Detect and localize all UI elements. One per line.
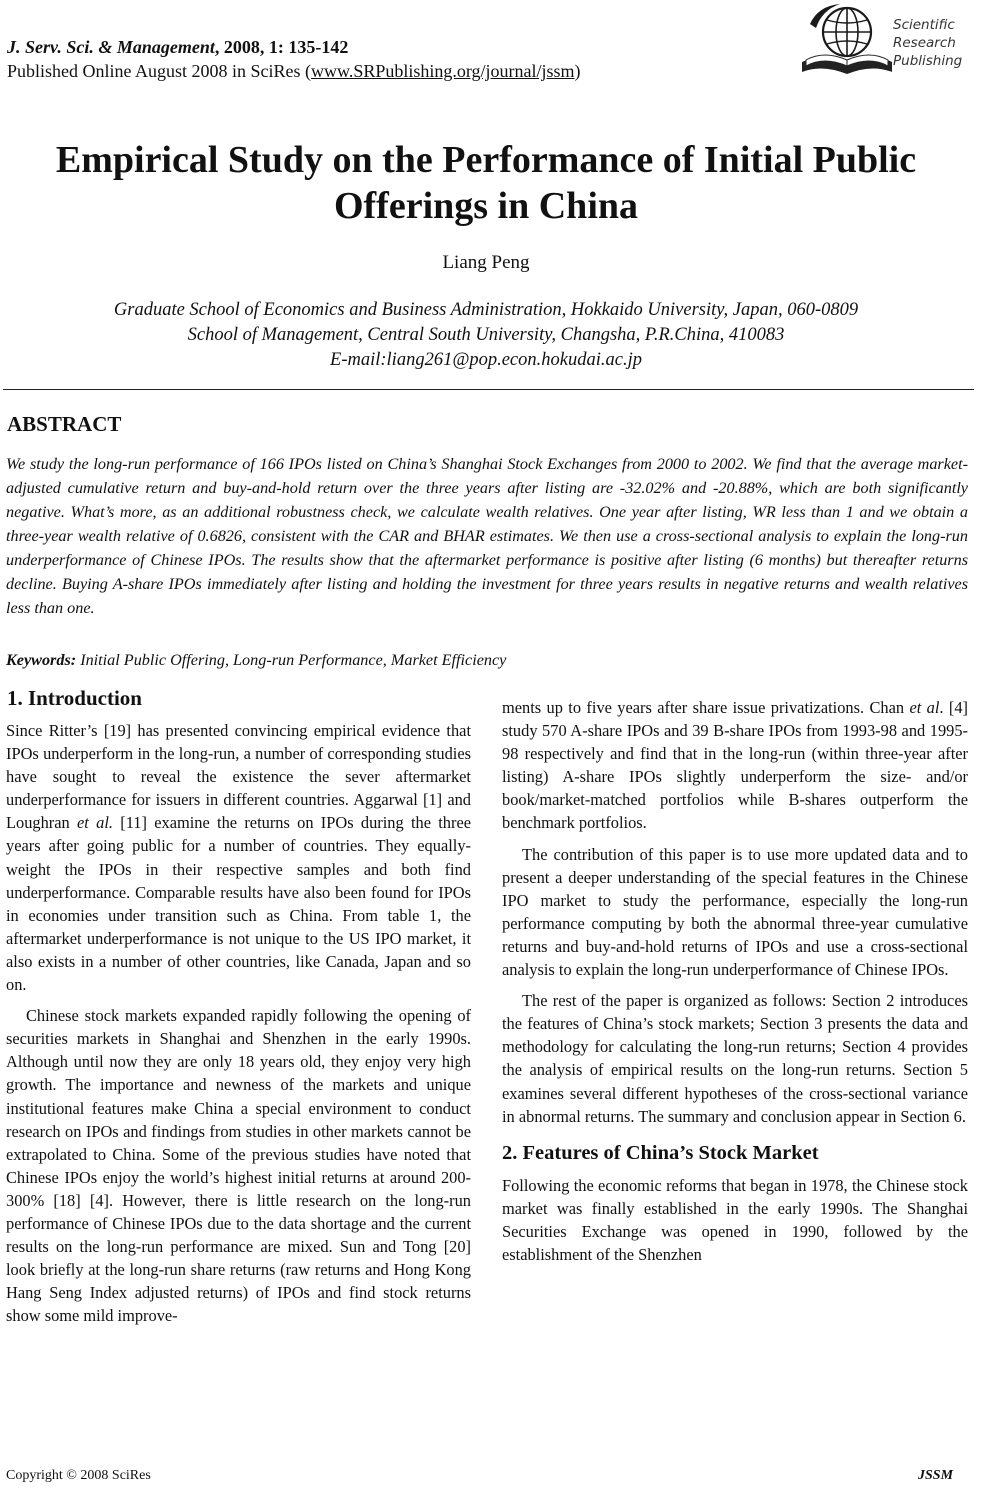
left-column bbox=[6, 719, 471, 1327]
intro-paragraph-1 bbox=[6, 719, 471, 996]
intro-p1-etal: et al. bbox=[77, 813, 113, 833]
keywords-text: Initial Public Offering, Long-run Performance, Market Efficiency bbox=[80, 651, 507, 669]
abstract-text: We study the long-run performance of 166 IPOs listed on China’s Shanghai Stock Exchanges from 2000 to 2002. We find that the average market-adjusted cumulative return and buy-and-hold return over the three years after listing are -32.02% and -20.88%, which are both significantly negative. What’s more, as an additional robustness check, we calculate wealth relatives. One year after listing, WR less than 1 and we obtain a three-year wealth relative of 0.6826, consistent with the CAR and BHAR estimates. We then use a cross-sectional analysis to explain the long-run underperformance of Chinese IPOs. The results show that the aftermarket performance is positive after listing (6 months) but thereafter returns decline. Buying A-share IPOs immediately after listing and holding the investment for three years results in negative returns and wealth relatives less than one. bbox=[6, 455, 968, 617]
journal-url-link[interactable]: www.SRPublishing.org/journal/jssm bbox=[311, 61, 575, 81]
logo-wordmark-text bbox=[893, 16, 962, 70]
keywords-label: Keywords: bbox=[6, 651, 77, 669]
header-divider bbox=[3, 389, 974, 390]
affiliations bbox=[0, 298, 972, 373]
intro-p3-etal: et al bbox=[909, 698, 940, 717]
intro-p3-part-a: ments up to five years after share issue privatizations. Chan bbox=[502, 698, 910, 717]
section-heading-features: 2. Features of China’s Stock Market bbox=[502, 1141, 819, 1164]
paper-title: Empirical Study on the Performance of Initial Public Offerings in China bbox=[55, 139, 917, 227]
right-column bbox=[502, 696, 968, 1266]
publication-line bbox=[7, 60, 581, 82]
published-suffix: ) bbox=[574, 61, 581, 81]
intro-p1-part-a: Since Ritter’s [19] has presented convincing empirical evidence that IPOs underperform in the long-run, a number of corresponding studies have sought to reveal the existence the sever aftermarket underperformance for issuers in different countries. Aggarwal [1] and Loughran bbox=[6, 721, 471, 833]
affiliation-1: Graduate School of Economics and Business Administration, Hokkaido University, Japan, 060-0809 bbox=[113, 300, 859, 320]
intro-paragraph-5: The rest of the paper is organized as follows: Section 2 introduces the features of China’s stock markets; Section 3 presents the data and methodology for calculating the long-run returns; Section 4 provides the analysis of empirical results on the long-run returns. Section 5 examines several different hypotheses of the cross-sectional variance in abnormal returns. The summary and conclusion appear in Section 6. bbox=[502, 991, 968, 1126]
journal-citation bbox=[7, 36, 348, 58]
journal-name: J. Serv. Sci. & Management bbox=[7, 37, 215, 57]
intro-paragraph-3 bbox=[502, 696, 968, 835]
author-email: E-mail:liang261@pop.econ.hokudai.ac.jp bbox=[330, 350, 642, 370]
intro-p3-part-b: . [4] study 570 A-share IPOs and 39 B-share IPOs from 1993-98 and 1995-98 respectively and find that in the long-run (within three-year after listing) A-share IPOs slightly underperform the size- and/or book/market-matched portfolios while B-shares outperform the benchmark portfolios. bbox=[502, 698, 968, 833]
author-name: Liang Peng bbox=[442, 252, 530, 273]
section-heading-introduction: 1. Introduction bbox=[7, 686, 142, 710]
footer-journal-abbr: JSSM bbox=[918, 1468, 954, 1483]
globe-book-icon bbox=[800, 2, 895, 78]
intro-paragraph-4: The contribution of this paper is to use more updated data and to present a deeper understanding of the special features in the Chinese IPO market to study the performance, especially the long-run performance computing by both the abnormal three-year cumulative returns and buy-and-hold returns of IPOs and use a cross-sectional analysis to explain the long-run underperformance of Chinese IPOs. bbox=[502, 844, 968, 980]
footer-copyright: Copyright © 2008 SciRes bbox=[6, 1468, 151, 1483]
logo-line-2: Research bbox=[893, 35, 956, 51]
keywords-line bbox=[6, 648, 506, 672]
published-prefix: Published Online August 2008 in SciRes ( bbox=[7, 61, 312, 81]
affiliation-2: School of Management, Central South University, Changsha, P.R.China, 410083 bbox=[187, 325, 785, 345]
journal-details: , 2008, 1: 135-142 bbox=[214, 37, 349, 57]
abstract-heading: ABSTRACT bbox=[7, 412, 122, 436]
logo-line-1: Scientific bbox=[893, 17, 955, 33]
intro-p1-part-b: [11] examine the returns on IPOs during the three years after going public for a number of countries. They equally-weight the IPOs in their respective samples and both find underperformance. Comparable results have also been found for IPOs in economies under transition such as China. From table 1, the aftermarket underperformance is not unique to the US IPO market, it also exists in a number of other countries, like Canada, Japan and so on. bbox=[6, 813, 472, 995]
logo-line-3: Publishing bbox=[893, 53, 963, 69]
intro-paragraph-2: Chinese stock markets expanded rapidly following the opening of securities markets in Shanghai and Shenzhen in the early 1990s. Although until now they are only 18 years old, they enjoy very high growth. The importance and newness of the markets and unique institutional features make China a special environment to conduct research on IPOs and findings from studies in other markets cannot be extrapolated to China. Some of the previous studies have noted that Chinese IPOs enjoy the world’s highest initial returns at around 200-300% [18] [4]. However, there is little research on the long-run performance of Chinese IPOs due to the data shortage and the current results on the long-run performance are mixed. Sun and Tong [20] look briefly at the long-run share returns (raw returns and Hong Kong Hang Seng Index adjusted returns) of IPOs and find stock returns show some mild improve- bbox=[6, 1006, 471, 1326]
section2-paragraph-1: Following the economic reforms that began in 1978, the Chinese stock market was finally established in the early 1990s. The Shanghai Securities Exchange was opened in 1990, followed by the establishment of the Shenzhen bbox=[502, 1175, 968, 1264]
